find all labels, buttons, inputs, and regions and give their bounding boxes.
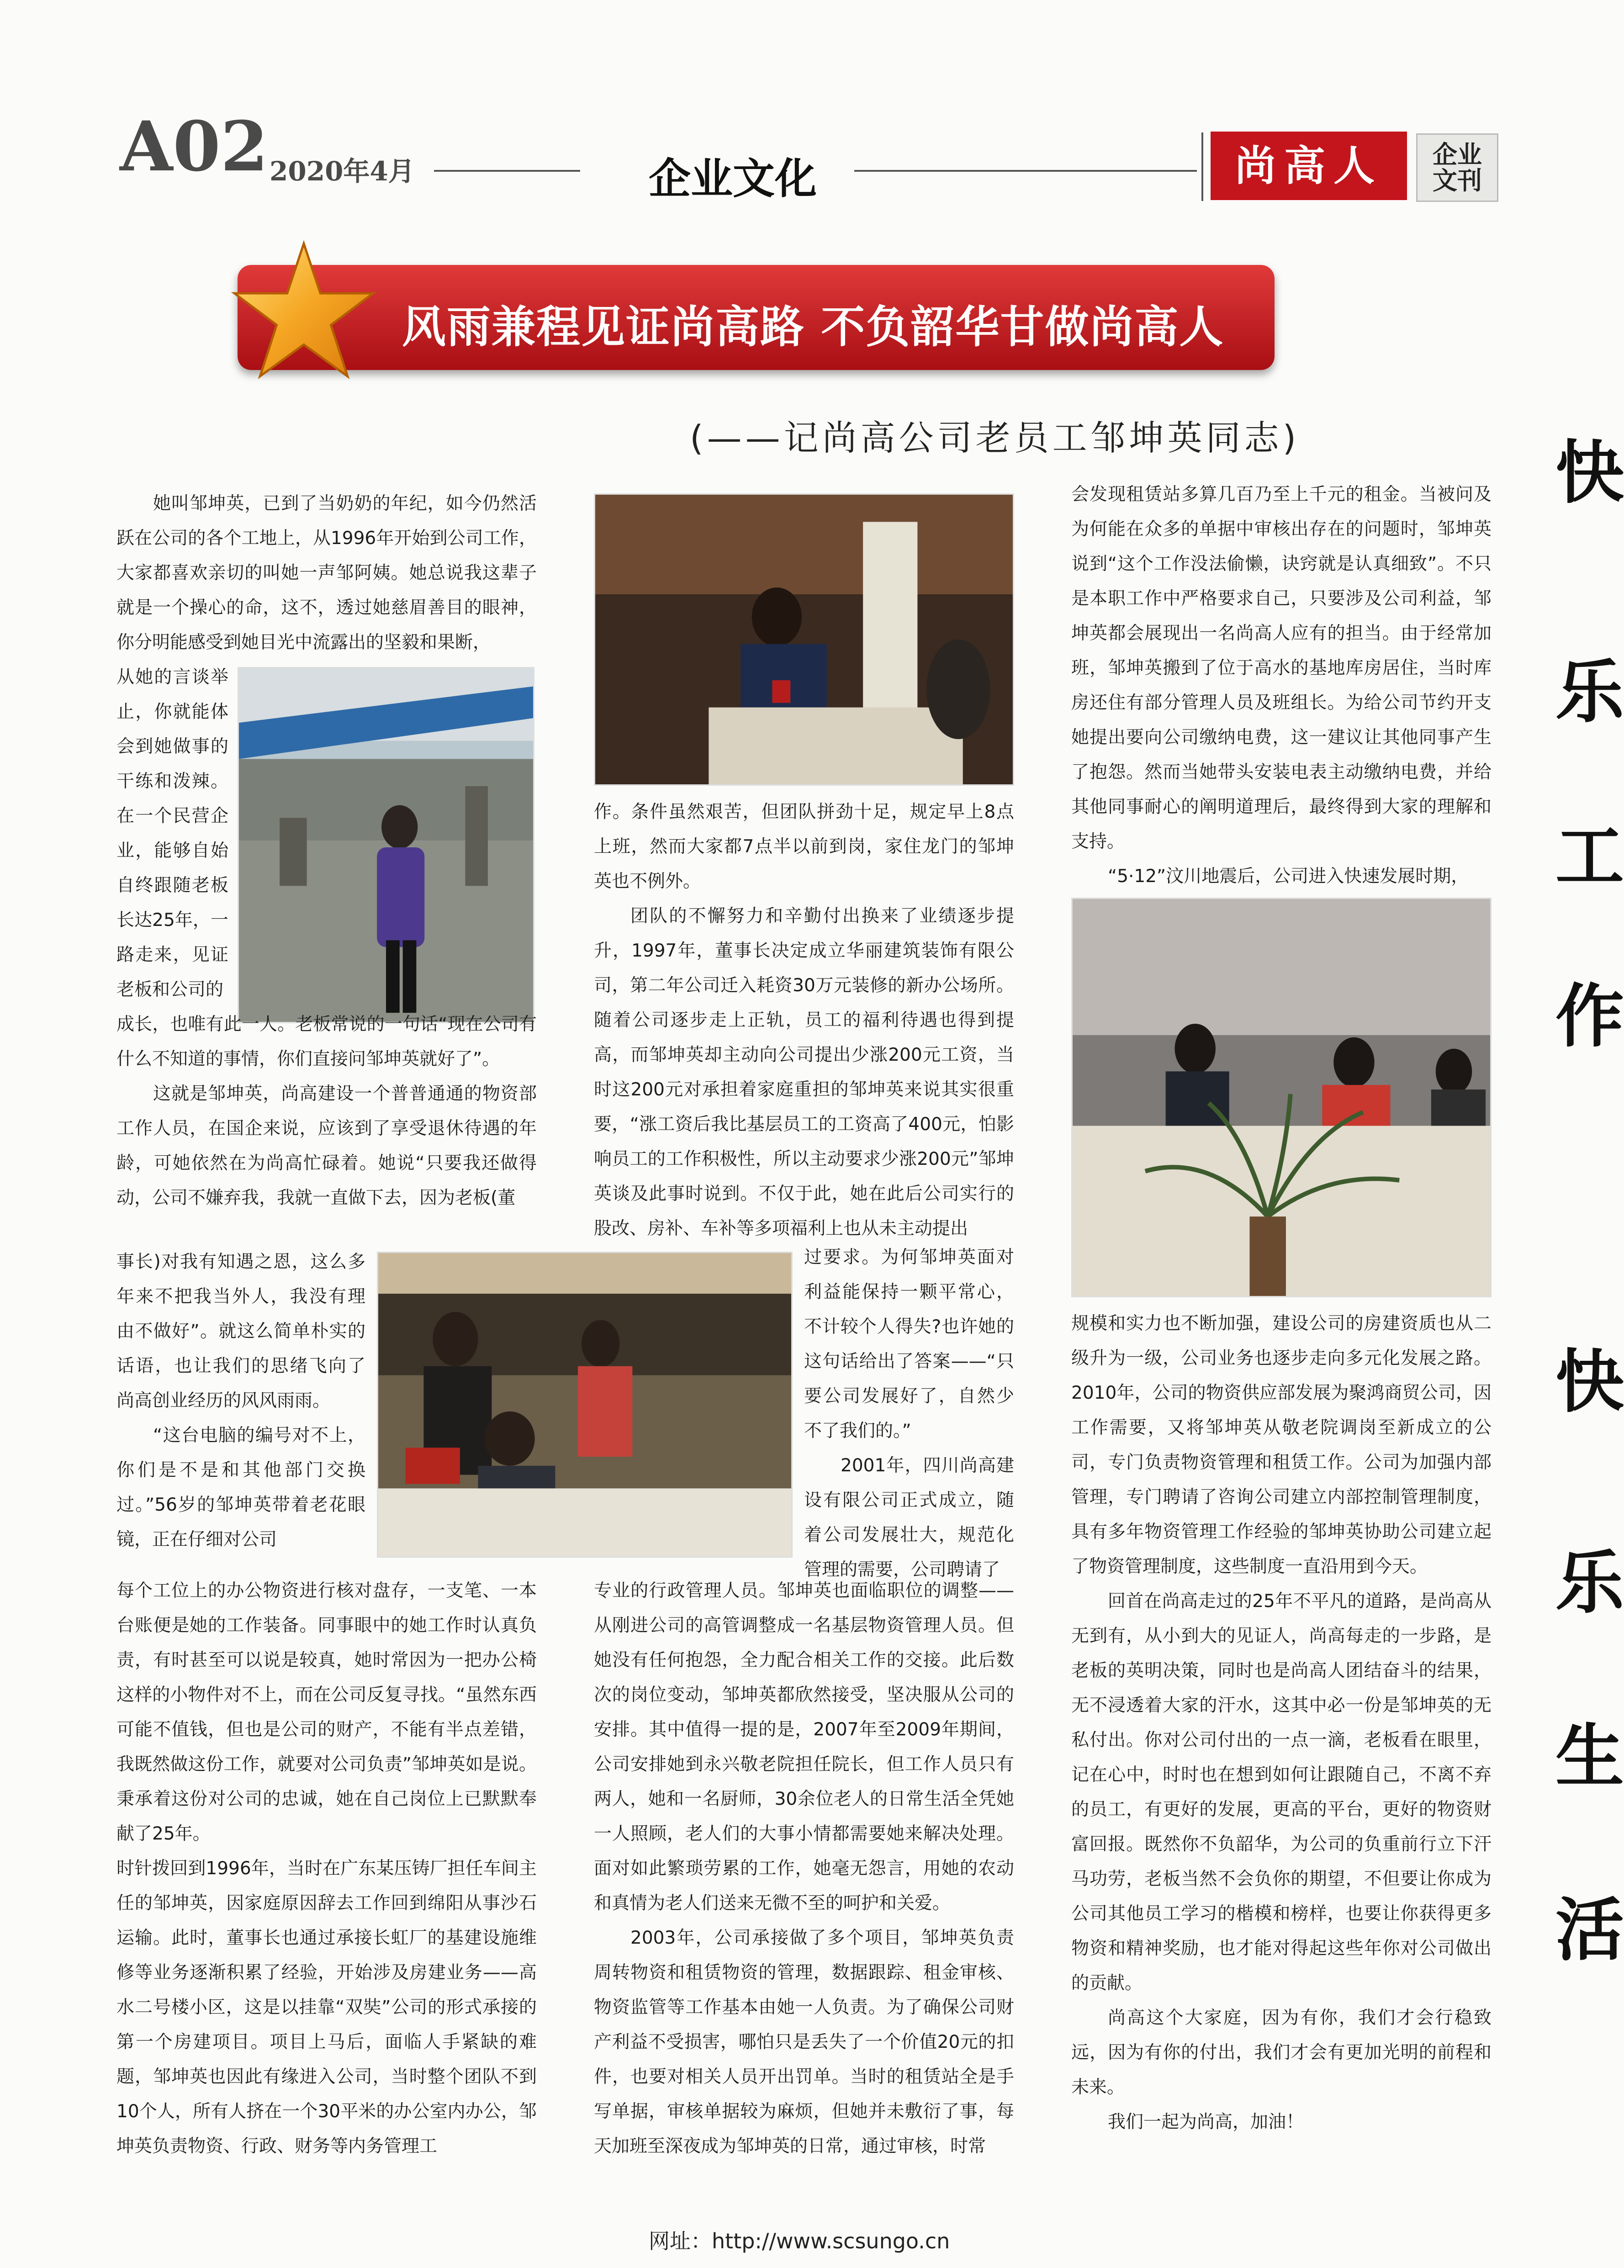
photo-meeting-table <box>1071 898 1492 1297</box>
col3-paragraph-2b: 规模和实力也不断加强，建设公司的房建资质也从二级升为一级，公司业务也逐步走向多元化发展之路。2010年，公司的物资供应部发展为聚鸿商贸公司，因工作需要，又将邹坤英从敬老院调岗至新成立的公司，专门负责物资管理和租赁工作。公司为加强内部管理，专门聘请了咨询公司建立内部控制管理制度，具有多年物资管理工作经验的邹坤英协助公司建立起了物资管理制度，这些制度一直沿用到今天。 <box>1071 1313 1492 1577</box>
col1-text-wrap-photo1 <box>116 660 228 1007</box>
side-char-1: 快 <box>1555 433 1624 513</box>
brand-logo: 尚高人 <box>1211 132 1407 200</box>
col2-text-wrap-photo2 <box>804 1240 1014 1587</box>
col3-text-bottom <box>1071 1306 1492 2140</box>
photo-speaker-microphone <box>594 493 1014 786</box>
header-divider <box>1201 132 1203 201</box>
col2-paragraph-3b: 专业的行政管理人员。邹坤英也面临职位的调整——从刚进公司的高管调整成一名基层物资管理人员。但她没有任何抱怨，全力配合相关工作的交接。此后数次的岗位变动，邹坤英都欣然接受，坚决服从公司的安排。其中值得一提的是，2007年至2009年期间，公司安排她到永兴敬老院担任院长，但工作人员只有两人，她和一名厨师，30余位老人的日常生活全凭她一人照顾，老人们的大事小情都需要她来解决处理。面对如此繁琐劳累的工作，她毫无怨言，用她的农动和真情为老人们送来无微不至的呵护和关爱。 <box>594 1581 1014 1914</box>
header-rule-right <box>854 170 1197 172</box>
col1-paragraph-4: 时针拨回到1996年，当时在广东某压铸厂担任车间主任的邹坤英，因家庭原因辞去工作回到绵阳从事沙石运输。此时，董事长也通过承接长虹厂的基建设施维修等业务逐渐积累了经验，开始涉及房建业务——高水二号楼小区，这是以挂靠“双奘”公司的形式承接的第一个房建项目。项目上马后，面临人手紧缺的难题，邹坤英也因此有缘进入公司，当时整个团队不到10个人，所有人挤在一个30平米的办公室内办公，邹坤英负责物资、行政、财务等内务管理工 <box>116 1858 537 2157</box>
side-char-5: 快 <box>1555 1342 1624 1422</box>
col1-paragraph-3a: “这台电脑的编号对不上，你们是不是和其他部门交换过。”56岁的邹坤英带着老花眼镜，正在仔细对公司 <box>116 1425 365 1550</box>
col3-paragraph-1: 会发现租赁站多算几百乃至上千元的租金。当被问及为何能在众多的单据中审核出存在的问题时，邹坤英说到“这个工作没法偷懒，诀窍就是认真细致”。不只是本职工作中严格要求自己，只要涉及公司利益，邹坤英都会展现出一名尚高人应有的担当。由于经常加班，邹坤英搬到了位于高水的基地库房居住，当时库房还住有部分管理人员及班组长。为给公司节约开支她提出要向公司缴纳电费，这一建议让其他同事产生了抱怨。然而当她带头安装电表主动缴纳电费，并给其他同事耐心的阐明道理后，最终得到大家的理解和支持。 <box>1071 484 1492 852</box>
article-subtitle: (——记尚高公司老员工邹坤英同志) <box>690 418 1300 458</box>
side-char-6: 乐 <box>1555 1543 1624 1623</box>
col3-paragraph-3: 回首在尚高走过的25年不平凡的道路，是尚高从无到有，从小到大的见证人，尚高每走的一步路，是老板的英明决策，同时也是尚高人团结奋斗的结果，无不浸透着大家的汗水，这其中必一份是邹坤英的无私付出。你对公司付出的一点一滴，老板看在眼里，记在心中，时时也在想到如何让跟随自己，不离不弃的员工，有更好的发展，更高的平台，更好的物资财富回报。既然你不负韶华，为公司的负重前行立下汗马功劳，老板当然不会负你的期望，不但要让你成为公司其他员工学习的楷模和榜样，也要让你获得更多物资和精神奖励，也才能对得起这些年你对公司做出的贡献。 <box>1071 1591 1492 1993</box>
photo-woman-standing <box>238 667 534 1023</box>
photo-award-ceremony <box>377 1252 793 1558</box>
col1-paragraph-1a: 她叫邹坤英，已到了当奶奶的年纪，如今仍然活跃在公司的各个工地上，从1996年开始到公司工作，大家都喜欢亲切的叫她一声邹阿姨。她总说我这辈子就是一个操心的命，这不，透过她慈眉善目的眼神，你分明能感受到她目光中流露出的坚毅和果断， <box>116 493 537 653</box>
side-char-2: 乐 <box>1555 652 1624 732</box>
col1-text-wrap-photo2 <box>116 1245 365 1557</box>
col2-paragraph-1: 作。条件虽然艰苦，但团队拼劲十足，规定早上8点上班，然而大家都7点半以前到岗，家住龙门的邹坤英也不例外。 <box>594 802 1014 892</box>
issue-date: 2020年4月 <box>270 156 415 187</box>
col1-text-top <box>116 486 537 660</box>
col2-paragraph-2a: 团队的不懈努力和辛勤付出换来了业绩逐步提升，1997年，董事长决定成立华丽建筑装饰有限公司，第二年公司迁入耗资30万元装修的新办公场所。随着公司逐步走上正轨，员工的福利待遇也得到提高，而邹坤英却主动向公司提出少涨200元工资，当时这200元对承担着家庭重担的邹坤英来说其实很重要，“涨工资后我比基层员工的工资高了400元，怕影响员工的工作积极性，所以主动要求少涨200元”邹坤英谈及此事时说到。不仅于此，她在此后公司实行的股改、房补、车补等多项福利上也从未主动提出 <box>594 906 1014 1239</box>
col2-paragraph-2b: 过要求。为何邹坤英面对利益能保持一颗平常心，不计较个人得失?也许她的这句话给出了答案——“只要公司发展好了，自然少不了我们的。” <box>804 1247 1014 1441</box>
article-title: 风雨兼程见证尚高路 不负韶华甘做尚高人 <box>402 301 1224 353</box>
col1-text-mid <box>116 1007 537 1216</box>
col1-paragraph-2a: 这就是邹坤英，尚高建设一个普普通通的物资部工作人员，在国企来说，应该到了享受退休待遇的年龄，可她依然在为尚高忙碌着。她说“只要我还做得动，公司不嫌弃我，我就一直做下去，因为老板(董 <box>116 1084 537 1208</box>
footer-website[interactable]: 网址：http://www.scsungo.cn <box>649 2229 950 2253</box>
col1-paragraph-1b: 从她的言谈举止，你就能体会到她做事的干练和泼辣。在一个民营企业，能够自始自终跟随老板长达25年，一路走来，见证老板和公司的 <box>116 667 228 1000</box>
col2-text-bottom <box>594 1574 1014 2164</box>
page-number: A02 <box>120 106 269 187</box>
col3-paragraph-5: 我们一起为尚高，加油！ <box>1108 2112 1304 2132</box>
col1-paragraph-2b: 事长)对我有知遇之恩，这么多年来不把我当外人，我没有理由不做好”。就这么简单朴实的话语，也让我们的思绪飞向了尚高创业经历的风风雨雨。 <box>116 1252 365 1411</box>
col2-paragraph-3a: 2001年，四川尚高建设有限公司正式成立，随着公司发展壮大，规范化管理的需要，公司聘请了 <box>804 1455 1014 1580</box>
star-icon <box>228 238 379 388</box>
section-title: 企业文化 <box>649 154 817 203</box>
col1-paragraph-3b: 每个工位上的办公物资进行核对盘存，一支笔、一本台账便是她的工作装备。同事眼中的她工作时认真负责，有时甚至可以说是较真，她时常因为一把办公椅这样的小物件对不上，而在公司反复寻找。“虽然东西可能不值钱，但也是公司的财产，不能有半点差错，我既然做这份工作，就要对公司负责”邹坤英如是说。秉承着这份对公司的忠诚，她在自己岗位上已默默奉献了25年。 <box>116 1581 537 1844</box>
col1-paragraph-1c: 成长，也唯有此一人。老板常说的一句话“现在公司有什么不知道的事情，你们直接问邹坤英就好了”。 <box>116 1014 537 1069</box>
col1-text-bottom <box>116 1574 537 2164</box>
side-char-3: 工 <box>1555 816 1624 897</box>
col3-paragraph-4: 尚高这个大家庭，因为有你，我们才会行稳致远，因为有你的付出，我们才会有更加光明的前程和未来。 <box>1071 2008 1492 2098</box>
col2-text-top <box>594 795 1014 1246</box>
col3-paragraph-2: “5·12”汶川地震后，公司进入快速发展时期， <box>1108 866 1469 887</box>
side-char-4: 作 <box>1555 976 1624 1057</box>
col2-paragraph-4: 2003年，公司承接做了多个项目，邹坤英负责周转物资和租赁物资的管理，数据跟踪、租金审核、物资监管等工作基本由她一人负责。为了确保公司财产利益不受损害，哪怕只是丢失了一个价值20元的扣件，也要对相关人员开出罚单。当时的租赁站全是手写单据，审核单据较为麻烦，但她并未敷衍了事，每天加班至深夜成为邹坤英的日常，通过审核，时常 <box>594 1928 1014 2157</box>
side-char-7: 生 <box>1555 1716 1624 1797</box>
brand-seal <box>1416 133 1498 202</box>
col3-text-top <box>1071 477 1492 894</box>
brand-seal-text: 企业 文刊 <box>1433 140 1482 195</box>
header-rule-left <box>434 170 580 172</box>
side-char-8: 活 <box>1555 1890 1624 1970</box>
